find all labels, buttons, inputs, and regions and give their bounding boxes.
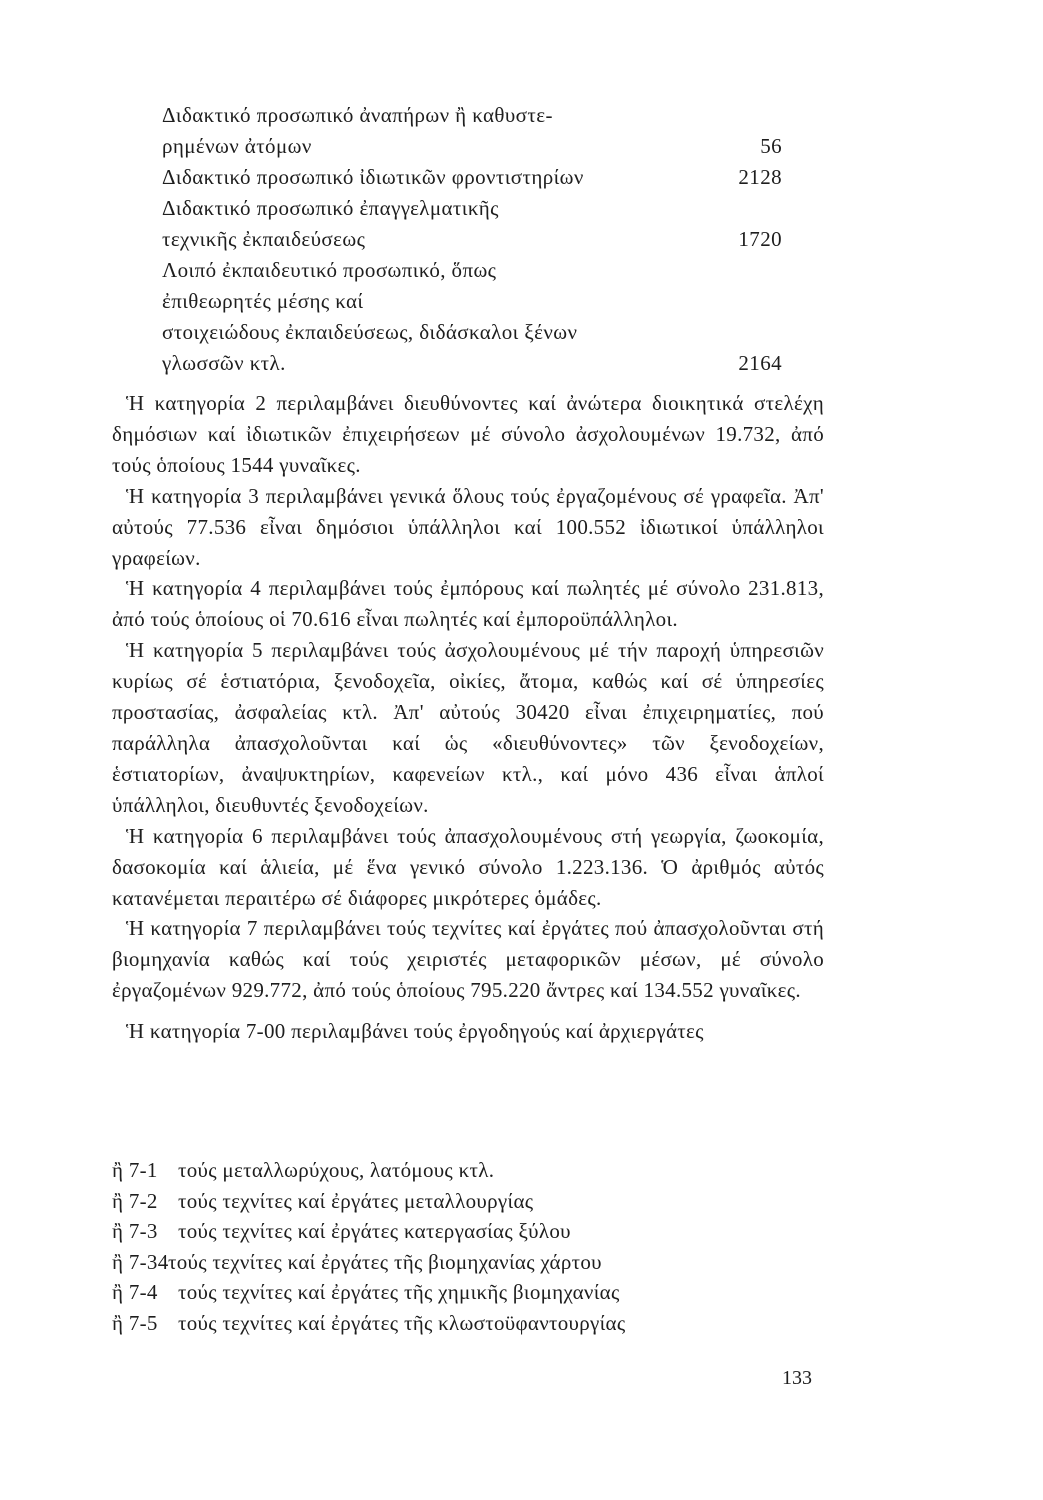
list-item-text: Λοιπό ἐκπαιδευτικό προσωπικό, ὅπως <box>162 258 497 282</box>
list-item <box>162 162 782 193</box>
subcategory-code: ἢ 7-5 <box>112 1310 158 1335</box>
list-item-text: Διδακτικό προσωπικό ἀναπήρων ἢ καθυστε- <box>162 103 553 127</box>
list-item-text: γλωσσῶν κτλ. <box>162 351 286 375</box>
list-item <box>112 1277 832 1308</box>
list-item-text: τεχνικῆς ἐκπαιδεύσεως <box>162 227 366 251</box>
subcategory-text: τούς τεχνίτες καί ἐργάτες μεταλλουργίας <box>178 1188 534 1213</box>
list-item <box>162 255 782 286</box>
list-item <box>162 286 782 317</box>
list-item-number: 2128 <box>738 165 782 189</box>
list-item <box>162 317 782 348</box>
list-item-text: ρημένων ἀτόμων <box>162 134 312 158</box>
subcategory-text: τούς τεχνίτες καί ἐργάτες κατεργασίας ξύλου <box>178 1219 571 1243</box>
subcategory-code: ἢ 7-4 <box>112 1280 158 1304</box>
body-text <box>112 388 824 1047</box>
list-item-text: στοιχειώδους ἐκπαιδεύσεως, διδάσκαλοι ξένων <box>162 320 578 344</box>
subcategory-list <box>112 1155 832 1338</box>
list-item <box>112 1308 832 1339</box>
paragraph-category-6: Ἡ κατηγορία 6 περιλαμβάνει τούς ἀπασχολουμένους στή γεωργία, ζωοκομία, δασοκομία καί ἁλιεία, μέ ἕνα γενικό σύνολο 1.223.136. Ὁ ἀριθμός αὐτός κατανέμεται περαιτέρω σέ διάφορες μικρότερες ὁμάδες. <box>112 823 824 910</box>
subcategory-text: τούς τεχνίτες καί ἐργάτες τῆς κλωστοϋφαντουργίας <box>178 1310 626 1335</box>
list-item <box>112 1216 832 1247</box>
subcategory-text: τούς τεχνίτες καί ἐργάτες τῆς βιομηχανίας χάρτου <box>168 1249 602 1274</box>
list-item-text: Διδακτικό προσωπικό ἐπαγγελματικῆς <box>162 196 499 220</box>
list-item-number: 56 <box>760 134 782 158</box>
list-item-number: 1720 <box>738 227 782 251</box>
paragraph-category-3: Ἡ κατηγορία 3 περιλαμβάνει γενικά ὅλους τούς ἐργαζομένους σέ γραφεῖα. Ἀπ' αὐτούς 77.536 εἶναι δημόσιοι ὑπάλληλοι καί 100.552 ἰδιωτικοί ὑπάλληλοι γραφείων. <box>112 483 824 570</box>
subcategory-code: ἢ 7-2 <box>112 1188 158 1213</box>
list-item <box>162 100 782 131</box>
list-item <box>162 224 782 255</box>
paragraph-category-2: Ἡ κατηγορία 2 περιλαμβάνει διευθύνοντες καί ἀνώτερα διοικητικά στελέχη δημόσιων καί ἰδιωτικῶν ἐπιχειρήσεων μέ σύνολο ἀσχολουμένων 19.732, ἀπό τούς ὁποίους 1544 γυναῖκες. <box>112 391 824 477</box>
list-item <box>112 1247 832 1278</box>
subcategory-code: ἢ 7-1 <box>112 1158 158 1182</box>
list-item <box>162 348 782 379</box>
list-item-text: ἐπιθεωρητές μέσης καί <box>162 289 364 313</box>
paragraph-category-7-00: Ἡ κατηγορία 7-00 περιλαμβάνει τούς ἐργοδηγούς καί ἀρχιεργάτες <box>126 1019 704 1044</box>
subcategory-text: τούς μεταλλωρύχους, λατόμους κτλ. <box>178 1158 495 1182</box>
paragraph-category-4: Ἡ κατηγορία 4 περιλαμβάνει τούς ἐμπόρους καί πωλητές μέ σύνολο 231.813, ἀπό τούς ὁποίους οἱ 70.616 εἶναι πωλητές καί ἐμποροϋπάλληλοι. <box>112 576 824 632</box>
paragraph-category-7: Ἡ κατηγορία 7 περιλαμβάνει τούς τεχνίτες καί ἐργάτες πού ἀπασχολοῦνται στή βιομηχανία καθώς καί τούς χειριστές μεταφορικῶν μέσων, μέ σύνολο ἐργαζομένων 929.772, ἀπό τούς ὁποίους 795.220 ἄντρες καί 134.552 γυναῖκες. <box>112 916 824 1003</box>
list-item <box>162 193 782 224</box>
list-item <box>112 1155 832 1186</box>
list-item <box>112 1186 832 1217</box>
list-item-number: 2164 <box>738 351 782 375</box>
subcategory-text: τούς τεχνίτες καί ἐργάτες τῆς χημικῆς βιομηχανίας <box>178 1280 620 1304</box>
page-number: 133 <box>782 1367 812 1389</box>
list-item <box>162 131 782 162</box>
staff-list <box>162 100 782 379</box>
list-item-text: Διδακτικό προσωπικό ἰδιωτικῶν φροντιστηρίων <box>162 165 584 189</box>
paragraph-category-5: Ἡ κατηγορία 5 περιλαμβάνει τούς ἀσχολουμένους μέ τήν παροχή ὑπηρεσιῶν κυρίως σέ ἑστιατόρια, ξενοδοχεῖα, οἰκίες, ἄτομα, καθώς καί σέ ὑπηρεσίες προστασίας, ἀσφαλείας κτλ. Ἀπ' αὐτούς 30420 εἶναι ἐπιχειρηματίες, πού παράλληλα ἀπασχολοῦνται καί ὡς «διευθύνοντες» τῶν ξενοδοχείων, ἑστιατορίων, ἀναψυκτηρίων, καφενείων κτλ., καί μόνο 436 εἶναι ἁπλοί ὑπάλληλοι, διευθυντές ξενοδοχείων. <box>112 638 824 817</box>
subcategory-code: ἢ 7-3 <box>112 1219 158 1243</box>
spacer <box>112 1006 824 1016</box>
subcategory-code: ἢ 7-34 <box>112 1249 169 1274</box>
